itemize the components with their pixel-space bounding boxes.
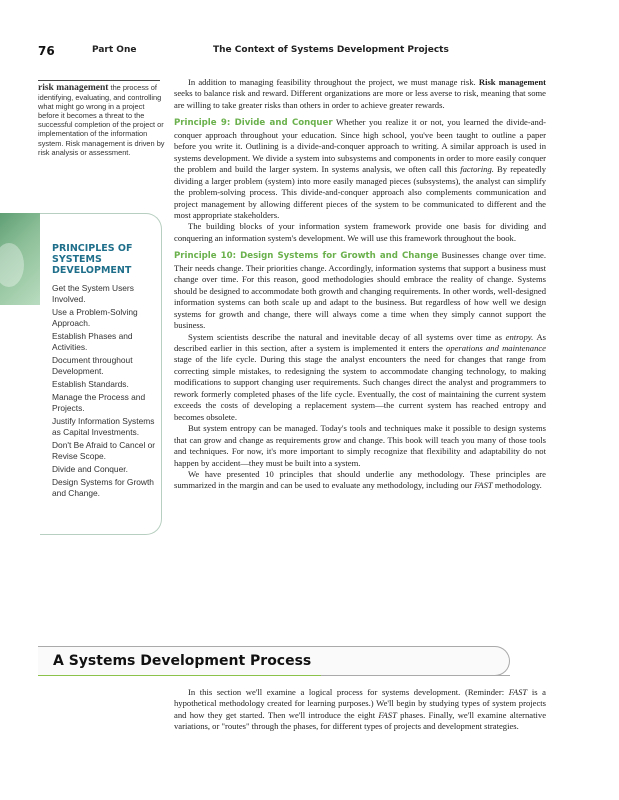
definition-term: risk management — [38, 83, 109, 93]
paragraph-risk: In addition to managing feasibility throughout the project, we must manage risk. Risk management seeks to balance risk and reward. Different organizations are more or less averse to risk, meaning that some are willing to take greater risks than others in order to achieve greater rewards. — [174, 77, 546, 110]
paragraph-summary: We have presented 10 principles that should underlie any methodology. These principles are summarized in the margin and can be used to evaluate any methodology, including our FAST methodology. — [174, 468, 546, 491]
section-title: A Systems Development Process — [53, 653, 312, 669]
definition-rule — [38, 80, 160, 81]
principles-title: PRINCIPLES OF SYSTEMS DEVELOPMENT — [52, 243, 133, 276]
main-text-column — [174, 77, 546, 492]
page-header — [38, 44, 558, 58]
paragraph-section-intro: In this section we'll examine a logical process for systems development. (Reminder: FAST is a hypothetical methodology created for learning purposes.) We'll begin by studying types of system projects and how they get started. Then we'll introduce the eight FAST phases. Finally, we'll examine alternative variations, or "routes" through the phases, for different types of projects and development strategies. — [174, 687, 547, 732]
principles-decorative-image — [0, 213, 40, 305]
principle-item: Document throughout Development. — [52, 355, 133, 376]
principle-item: Get the System Users Involved. — [52, 283, 134, 304]
principle-item: Don't Be Afraid to Cancel or Revise Scope. — [52, 440, 156, 461]
principle-item: Divide and Conquer. — [52, 464, 128, 474]
paragraph-principle-9: Principle 9: Divide and Conquer Whether you realize it or not, you learned the divide-and-conquer approach throughout your education. Since high school, you've been taught to outline a paper before you write it. Outlining is a divide-and-conquer approach to writing. A similar approach is used in systems development. We divide a system into subsystems and components in order to more easily conquer the problem and build the larger system. In systems analysis, we often call this factoring. By repeatedly dividing a larger problem (system) into more easily managed pieces (subsystems), the analyst can simplify the problem-solving process. This divide-and-conquer approach also complements communication and project management by allowing different pieces of the system to be communicated to different and the most appropriate stakeholders. — [174, 117, 546, 220]
principle-item: Manage the Process and Projects. — [52, 392, 146, 413]
principle-item: Justify Information Systems as Capital Investments. — [52, 416, 155, 437]
paragraph-principle-10: Principle 10: Design Systems for Growth and Change Businesses change over time. Their needs change. Their priorities change. Accordingly, information systems that support a business must change over time. For this reason, good methodologies should embrace the reality of change. Systems should be designed to accommodate both growth and changing requirements. In other words, well-designed information systems can both scale up and adapt to the business. But regardless of how well we design systems for growth and change, there will always come a time when they simply cannot support the business. — [174, 250, 546, 331]
paragraph-entropy: System scientists describe the natural and inevitable decay of all systems over time as entropy. As described earlier in this section, after a system is implemented it enters the operations and maintenance stage of the life cycle. During this stage the analyst encounters the need for changes that range from correcting simple mistakes, to redesigning the system to accommodate changing technology, to making modifications to support changing user requirements. Such changes direct the analyst and programmers to rework formerly completed phases of the life cycle. Eventually, the cost of maintaining the current system exceeds the costs of developing a replacement system—the current system has reached entropy and becomes obsolete. — [174, 331, 546, 422]
principle-item: Design Systems for Growth and Change. — [52, 477, 154, 498]
principle-9-heading: Principle 9: Divide and Conquer — [174, 118, 333, 129]
principles-list — [52, 283, 156, 501]
running-head: The Context of Systems Development Projects — [213, 45, 449, 55]
part-label: Part One — [92, 45, 137, 55]
definition-text: the process of identifying, evaluating, and controlling what might go wrong in a project before it becomes a threat to the successful completion of the project or implementation of the information system. Risk management is driven by risk analysis or assessment. — [38, 83, 165, 157]
paragraph-building-blocks: The building blocks of your information system framework provide one basis for dividing and conquering an information system's development. We will use this framework throughout the book. — [174, 221, 546, 243]
section-text-column — [174, 687, 546, 733]
paragraph-entropy-managed: But system entropy can be managed. Today's tools and techniques make it possible to design systems that can grow and change as requirements grow and change. This book will teach you many of those tools and techniques. For now, it's more important to simply recognize that flexibility and adaptability do not happen by accident—they must be built into a system. — [174, 423, 546, 468]
margin-definition — [38, 83, 166, 157]
principle-item: Establish Phases and Activities. — [52, 331, 133, 352]
risk-management-term: Risk management — [478, 77, 546, 87]
principle-10-heading: Principle 10: Design Systems for Growth and Change — [174, 251, 439, 262]
page-number: 76 — [38, 44, 55, 58]
principle-item: Use a Problem-Solving Approach. — [52, 307, 138, 328]
principle-item: Establish Standards. — [52, 379, 129, 389]
